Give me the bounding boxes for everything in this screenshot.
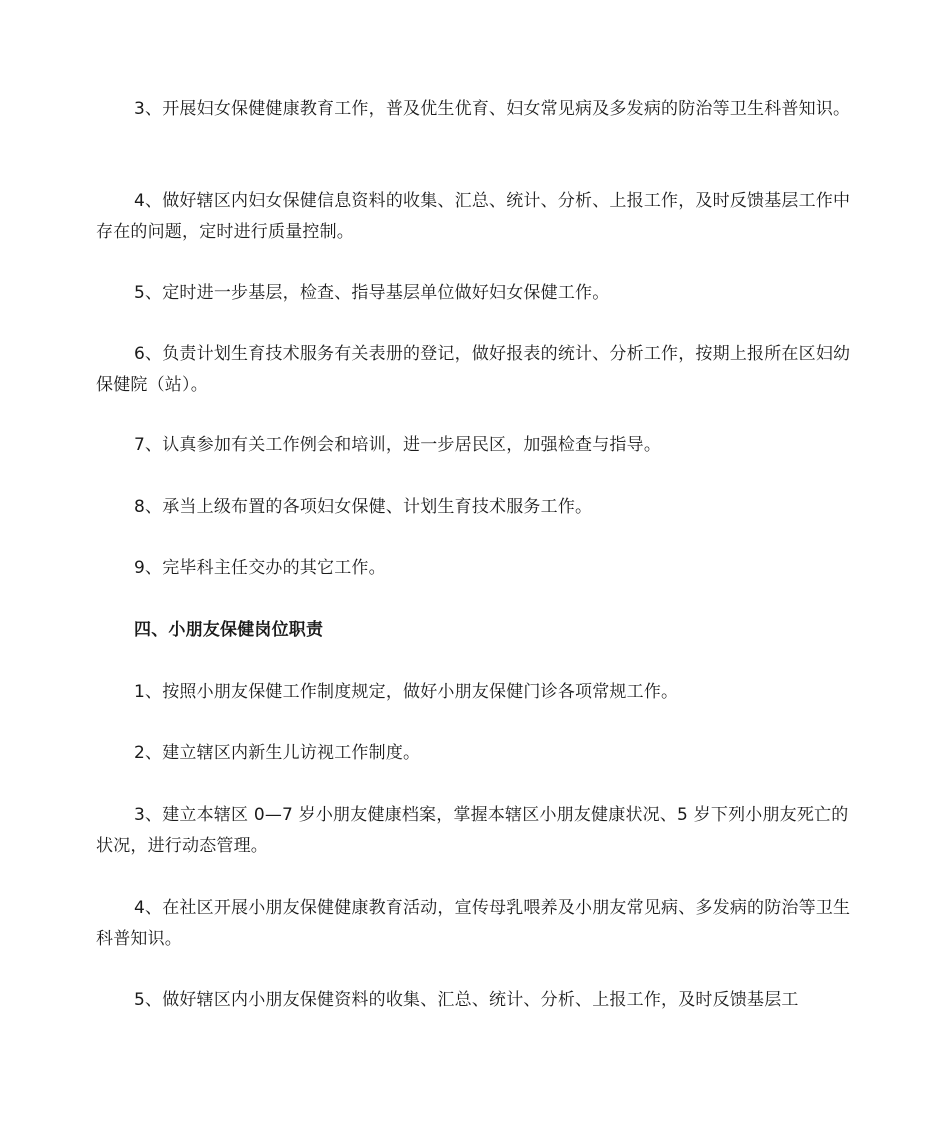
paragraph-child-health-data: 5、做好辖区内小朋友保健资料的收集、汇总、统计、分析、上报工作，及时反馈基层工 — [134, 990, 799, 1010]
paragraph-child-clinic-work: 1、按照小朋友保健工作制度规定，做好小朋友保健门诊各项常规工作。 — [134, 682, 679, 702]
paragraph-women-health-education: 3、开展妇女保健健康教育工作，普及优生优育、妇女常见病及多发病的防治等卫生科普知识。 — [134, 99, 851, 119]
paragraph-newborn-visits: 2、建立辖区内新生儿访视工作制度。 — [134, 743, 421, 763]
paragraph-superior-assignments: 8、承当上级布置的各项妇女保健、计划生育技术服务工作。 — [134, 497, 593, 517]
paragraph-meetings-training: 7、认真参加有关工作例会和培训，进一步居民区，加强检查与指导。 — [134, 435, 662, 455]
paragraph-other-duties: 9、完毕科主任交办的其它工作。 — [134, 558, 386, 578]
paragraph-child-health-education: 4、在社区开展小朋友保健健康教育活动，宣传母乳喂养及小朋友常见病、多发病的防治等卫生科普知识。 — [96, 898, 851, 949]
paragraph-family-planning-records: 6、负责计划生育技术服务有关表册的登记，做好报表的统计、分析工作，按期上报所在区妇幼保健院（站）。 — [96, 344, 851, 395]
paragraph-women-health-data: 4、做好辖区内妇女保健信息资料的收集、汇总、统计、分析、上报工作，及时反馈基层工作中存在的问题，定时进行质量控制。 — [96, 191, 851, 242]
paragraph-child-health-records: 3、建立本辖区 0—7 岁小朋友健康档案，掌握本辖区小朋友健康状况、5 岁下列小朋友死亡的状况，进行动态管理。 — [96, 805, 849, 856]
paragraph-grassroots-inspection: 5、定时进一步基层，检查、指导基层单位做好妇女保健工作。 — [134, 283, 610, 303]
section-heading-child-health: 四、小朋友保健岗位职责 — [134, 620, 324, 640]
